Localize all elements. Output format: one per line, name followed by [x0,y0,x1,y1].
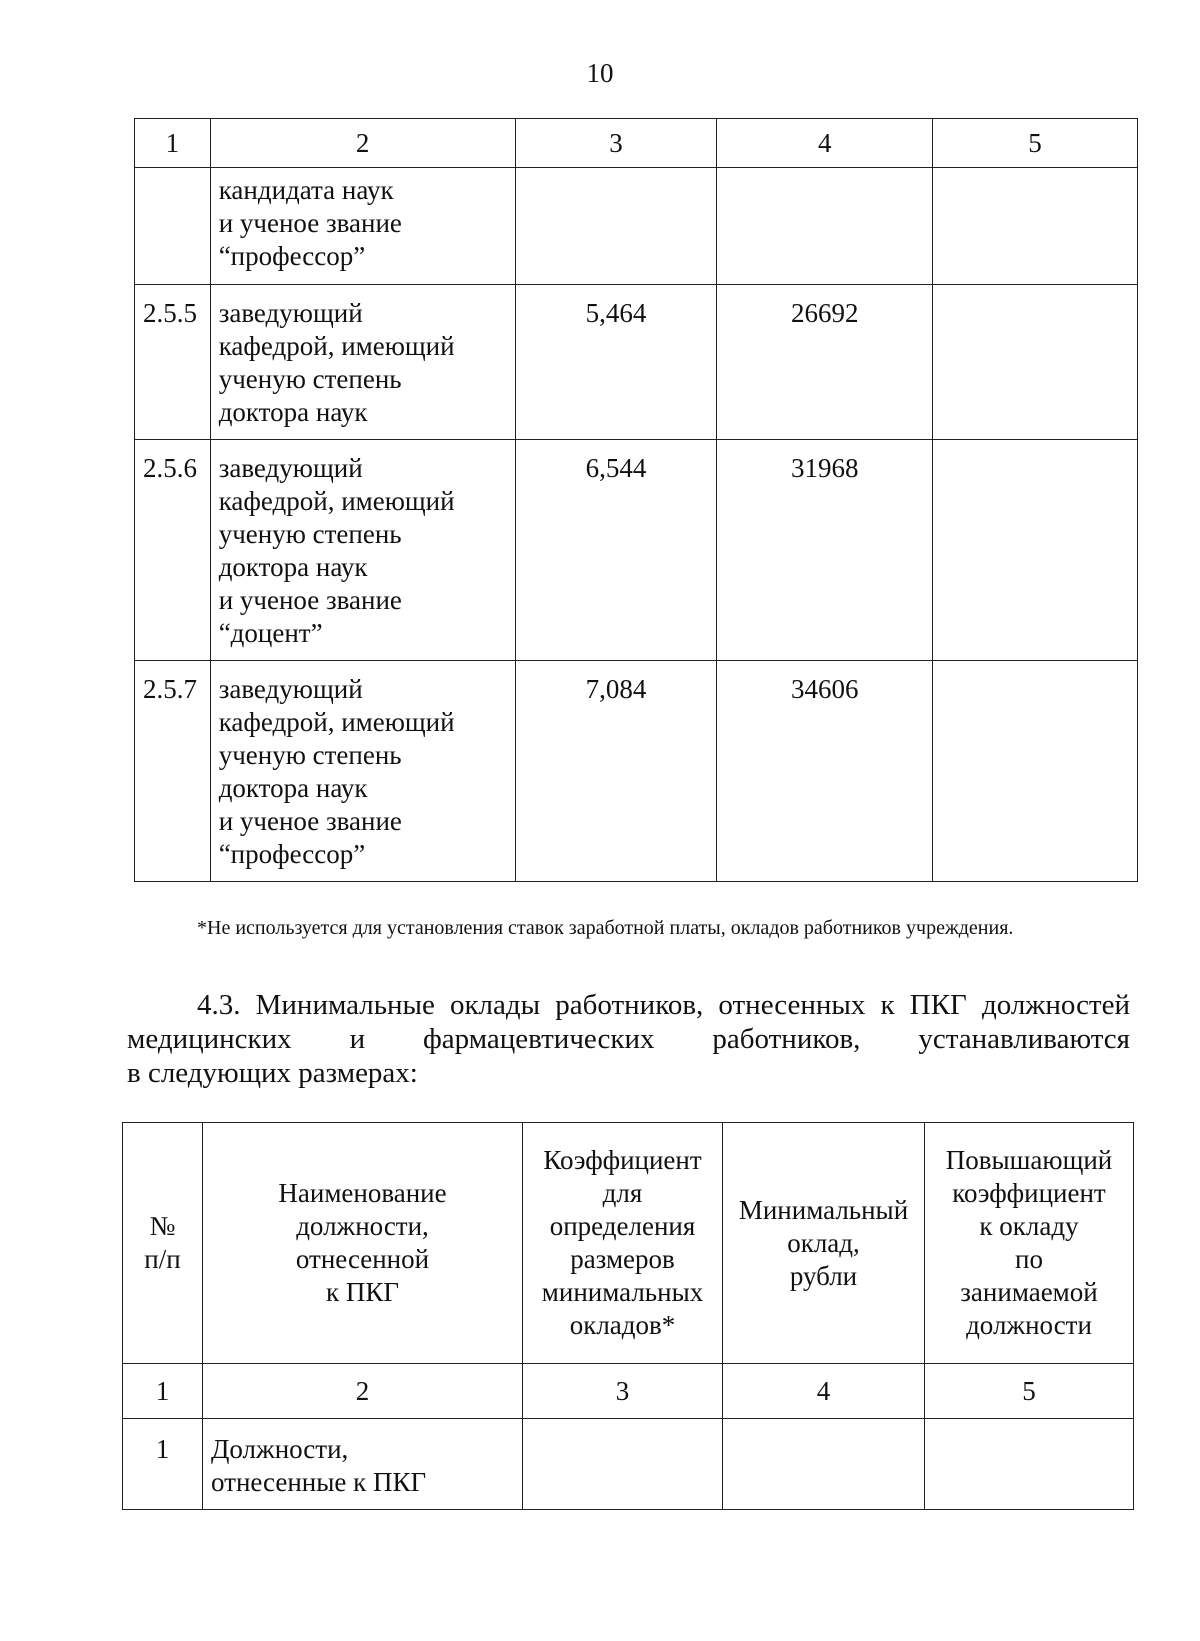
position-name-line: “профессор” [218,241,366,271]
header-line: определения [549,1211,696,1241]
column-index-cell: 3 [515,119,717,168]
position-name-line: доктора наук [218,552,368,582]
header-line: окладов* [569,1310,676,1340]
coefficient-cell: 7,084 [515,661,717,882]
position-name [210,440,515,661]
table-row [135,440,1138,661]
position-name-line: ученую степень [218,364,402,394]
coefficient-cell: 6,544 [515,440,717,661]
position-name [203,1419,523,1510]
position-name-line: доктора наук [218,773,368,803]
extra-coefficient-cell [932,168,1137,285]
paragraph-line: в следующих размерах: [127,1057,418,1089]
coefficient-cell: 5,464 [515,285,717,440]
position-name-line: отнесенные к ПКГ [211,1467,427,1497]
position-name-line: “доцент” [218,618,323,648]
header-line: по [1015,1244,1043,1274]
position-name-line: кафедрой, имеющий [218,707,455,737]
position-name-line: кафедрой, имеющий [218,486,455,516]
header-increasing-coefficient [925,1123,1134,1364]
header-line: рубли [789,1260,858,1291]
header-line: Коэффициент [543,1145,702,1175]
header-line: п/п [144,1244,181,1274]
page-number: 10 [586,58,614,88]
position-name-line: кандидата наук [218,175,394,205]
medical-salary-table [122,1122,1134,1510]
table-row [135,661,1138,882]
row-number: 1 [123,1419,203,1510]
coefficient-cell [515,168,717,285]
position-name-line: ученую степень [218,740,402,770]
header-coefficient [523,1123,723,1364]
header-line: коэффициент [952,1178,1106,1208]
coefficient-cell [523,1419,723,1510]
header-line: занимаемой [960,1277,1098,1307]
salary-cell [723,1419,925,1510]
column-index-cell: 5 [925,1364,1134,1419]
section-paragraph [127,988,1130,1090]
position-name-line: доктора наук [218,397,368,427]
header-line: размеров [570,1244,675,1274]
position-name [210,285,515,440]
column-index-cell: 4 [717,119,933,168]
position-name-line: заведующий [218,453,363,483]
column-index-row [123,1364,1134,1419]
header-line: отнесенной [295,1244,430,1274]
row-number: 2.5.6 [135,440,211,661]
position-name-line: “профессор” [218,839,366,869]
position-name-line: кафедрой, имеющий [218,331,455,361]
salary-cell [717,168,933,285]
column-index-cell: 2 [210,119,515,168]
header-line: должности [966,1310,1092,1340]
column-index-cell: 1 [135,119,211,168]
header-line: должности, [296,1211,429,1241]
header-line: к ПКГ [326,1277,399,1307]
position-name [210,168,515,285]
footnote: *Не используется для установления ставок заработной платы, окладов работников учреждения. [197,917,1014,939]
position-name-line: и ученое звание [218,585,402,615]
row-number: 2.5.7 [135,661,211,882]
column-index-cell: 3 [523,1364,723,1419]
column-index-cell: 4 [723,1364,925,1419]
column-index-cell: 2 [203,1364,523,1419]
header-line: минимальных [541,1277,704,1307]
position-name-line: и ученое звание [218,806,402,836]
table-row [135,168,1138,285]
position-name [210,661,515,882]
position-name-line: и ученое звание [218,208,402,238]
position-name-line: Должности, [211,1434,349,1464]
row-number: 2.5.5 [135,285,211,440]
extra-coefficient-cell [932,661,1137,882]
salary-table-continued [134,118,1138,882]
table-header-row [123,1123,1134,1364]
position-name-line: ученую степень [218,519,402,549]
salary-cell: 34606 [717,661,933,882]
position-name-line: заведующий [218,674,363,704]
salary-cell: 31968 [717,440,933,661]
header-line: № [149,1211,176,1241]
column-index-cell: 1 [123,1364,203,1419]
paragraph-line: 4.3. Минимальные оклады работников, отнесенных к ПКГ должностей [197,989,1130,1021]
header-line: для [602,1178,643,1208]
header-line: оклад, [787,1227,860,1258]
extra-coefficient-cell [932,285,1137,440]
header-number [123,1123,203,1364]
table-row [135,285,1138,440]
header-line: Наименование [278,1178,447,1208]
header-line: Повышающий [945,1145,1113,1175]
table-row [123,1419,1134,1510]
header-minimum-salary [723,1123,925,1364]
position-name-line: заведующий [218,298,363,328]
extra-coefficient-cell [932,440,1137,661]
salary-cell: 26692 [717,285,933,440]
row-number [135,168,211,285]
table-header-row [135,119,1138,168]
paragraph-line: медицинских и фармацевтических работников, устанавливаются [127,1023,1130,1055]
header-position-name [203,1123,523,1364]
header-line: к окладу [979,1211,1079,1241]
header-line: Минимальный [738,1194,909,1225]
column-index-cell: 5 [932,119,1137,168]
extra-coefficient-cell [925,1419,1134,1510]
